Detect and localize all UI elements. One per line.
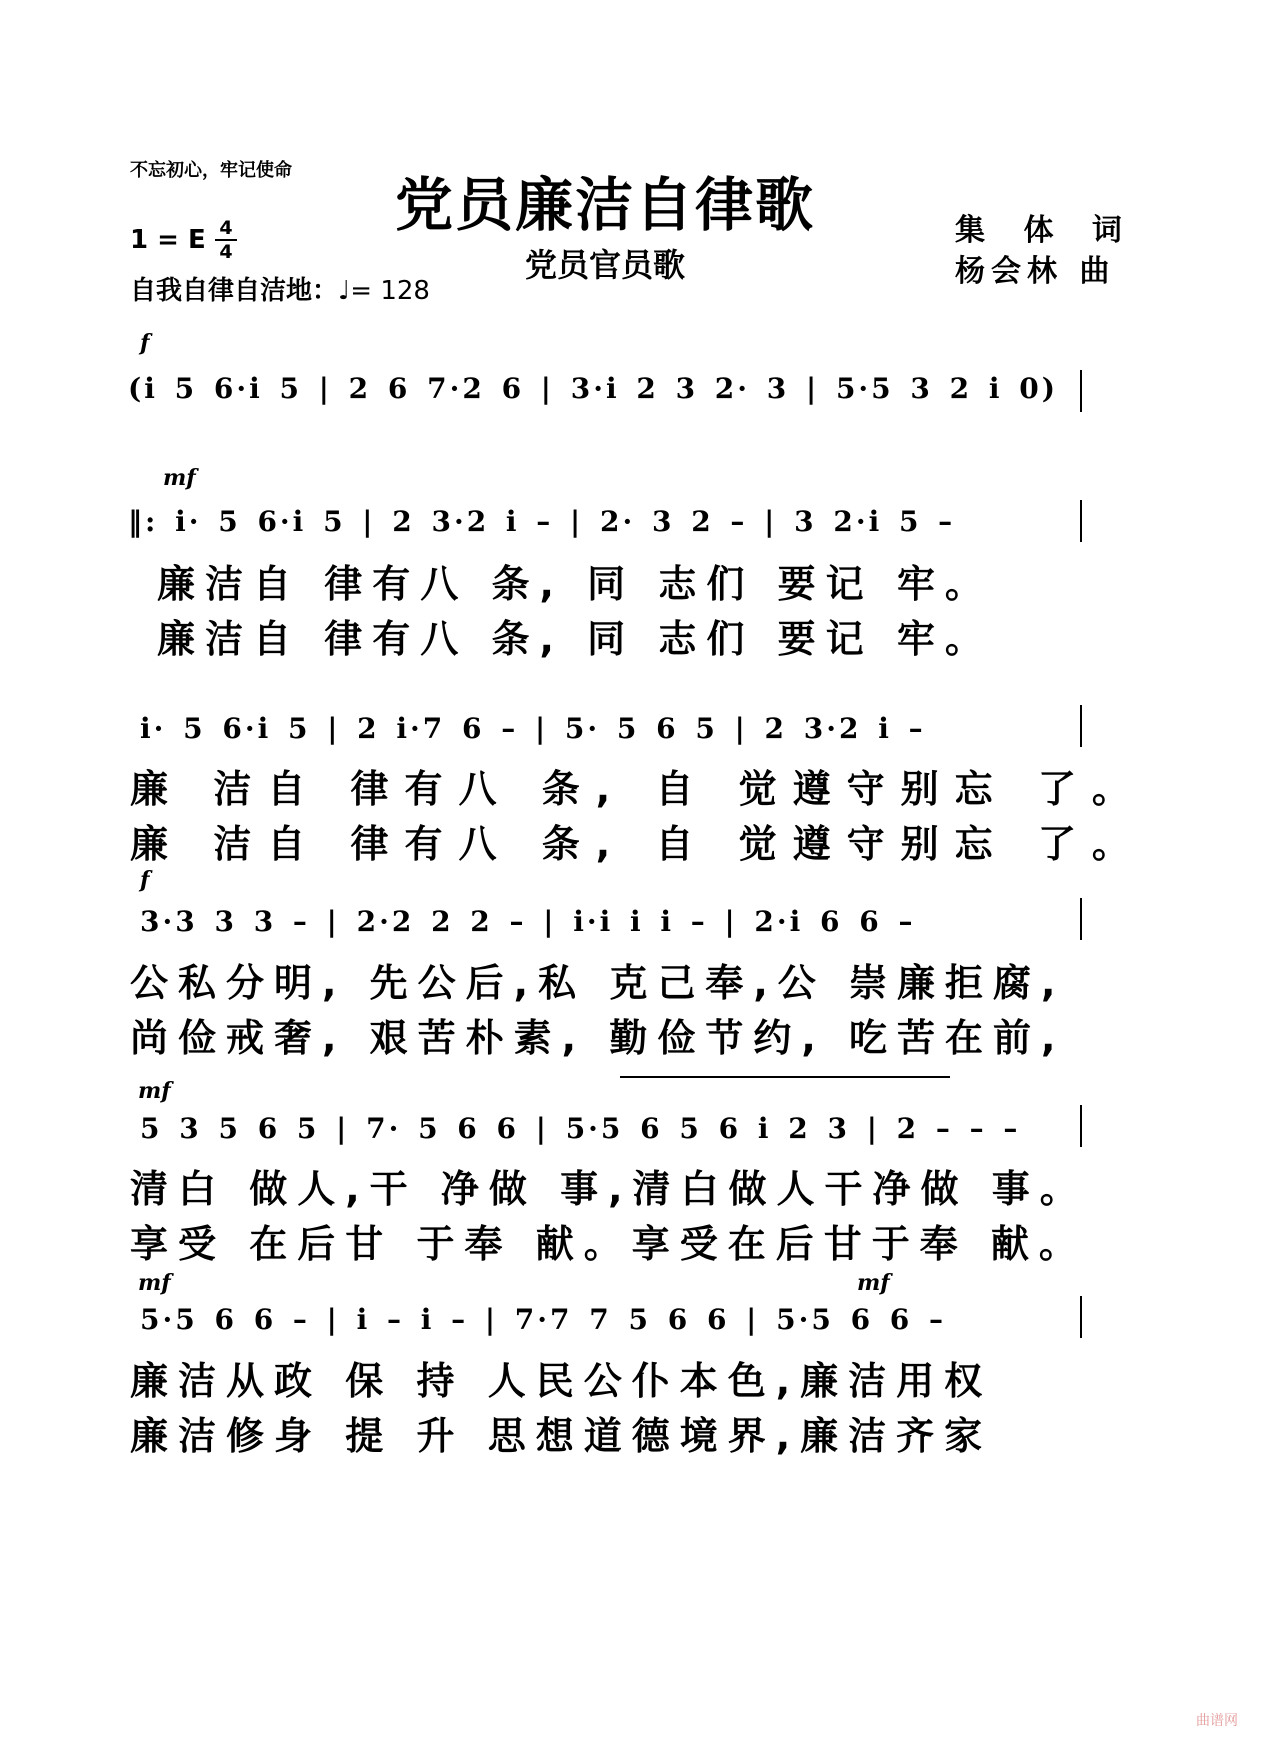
dynamic-marking: f [140, 867, 150, 893]
dynamic-marking: mf [857, 1270, 890, 1296]
lyric-verse-1: 廉洁自 律有八 条, 同 志们 要记 牢。 [157, 562, 993, 606]
barline-end [1080, 1105, 1082, 1147]
lyric-verse-2: 廉 洁自 律有八 条, 自 觉遵守别忘 了。 [130, 822, 1146, 866]
dynamic-marking: mf [163, 465, 196, 491]
barline-end [1080, 898, 1082, 940]
notation-line: i· 5 6·i 5 | 2 i·7 6 – | 5· 5 6 5 | 2 3·2 i – [140, 712, 926, 745]
tempo-label: 自我自律自洁地： [130, 276, 339, 306]
composer-credit: 杨会林 曲 [955, 254, 1116, 289]
notation-line: (i 5 6·i 5 | 2 6 7·2 6 | 3·i 2 3 2· 3 | 5·5 3 2 i 0) [128, 372, 1058, 405]
lyric-verse-2: 尚俭戒奢, 艰苦朴素, 勤俭节约, 吃苦在前, [130, 1016, 1066, 1060]
barline-end [1080, 500, 1082, 542]
lyric-verse-1: 清白 做人,干 净做 事,清白做人干净做 事。 [130, 1167, 1088, 1211]
lyric-verse-2: 廉洁修身 提 升 思想道德境界,廉洁齐家 [130, 1414, 993, 1458]
barline-end [1080, 705, 1082, 747]
dynamic-marking: mf [138, 1270, 171, 1296]
dynamic-marking: mf [138, 1078, 171, 1104]
motto-text: 不忘初心，牢记使命 [130, 160, 292, 181]
barline-end [1080, 1296, 1082, 1338]
time-signature-bottom: 4 [219, 241, 233, 263]
tempo-marking [130, 270, 430, 307]
notation-line: 5·5 6 6 – | i – i – | 7·7 7 5 6 6 | 5·5 6 6 – [140, 1303, 947, 1336]
notation-line: 3·3 3 3 – | 2·2 2 2 – | i·i i i – | 2·i 6 6 – [140, 905, 916, 938]
key-signature: 1 = E [130, 225, 206, 255]
time-signature [215, 218, 237, 262]
notation-line: ‖: i· 5 6·i 5 | 2 3·2 i – | 2· 3 2 – | 3 2·i 5 – [128, 505, 956, 538]
song-subtitle: 党员官员歌 [525, 246, 686, 284]
watermark-logo: 曲谱网 [1196, 1713, 1238, 1729]
dynamic-marking: f [140, 330, 150, 356]
lyric-verse-1: 公私分明, 先公后,私 克己奉,公 崇廉拒腐, [130, 961, 1066, 1005]
lyricist-credit: 集 体 词 [955, 213, 1136, 248]
barline-end [1080, 370, 1082, 412]
song-title: 党员廉洁自律歌 [395, 171, 816, 239]
crescendo-line [620, 1076, 950, 1078]
lyric-verse-2: 廉洁自 律有八 条, 同 志们 要记 牢。 [157, 617, 993, 661]
lyric-verse-2: 享受 在后甘 于奉 献。享受在后甘于奉 献。 [130, 1222, 1087, 1266]
lyric-verse-1: 廉洁从政 保 持 人民公仆本色,廉洁用权 [130, 1359, 993, 1403]
tempo-value: = 128 [350, 276, 430, 306]
notation-line: 5 3 5 6 5 | 7· 5 6 6 | 5·5 6 5 6 i 2 3 | 2 – – – [140, 1112, 1021, 1145]
time-signature-top: 4 [219, 217, 233, 239]
lyric-verse-1: 廉 洁自 律有八 条, 自 觉遵守别忘 了。 [130, 767, 1146, 811]
quarter-note-icon: ♩ [338, 276, 351, 306]
